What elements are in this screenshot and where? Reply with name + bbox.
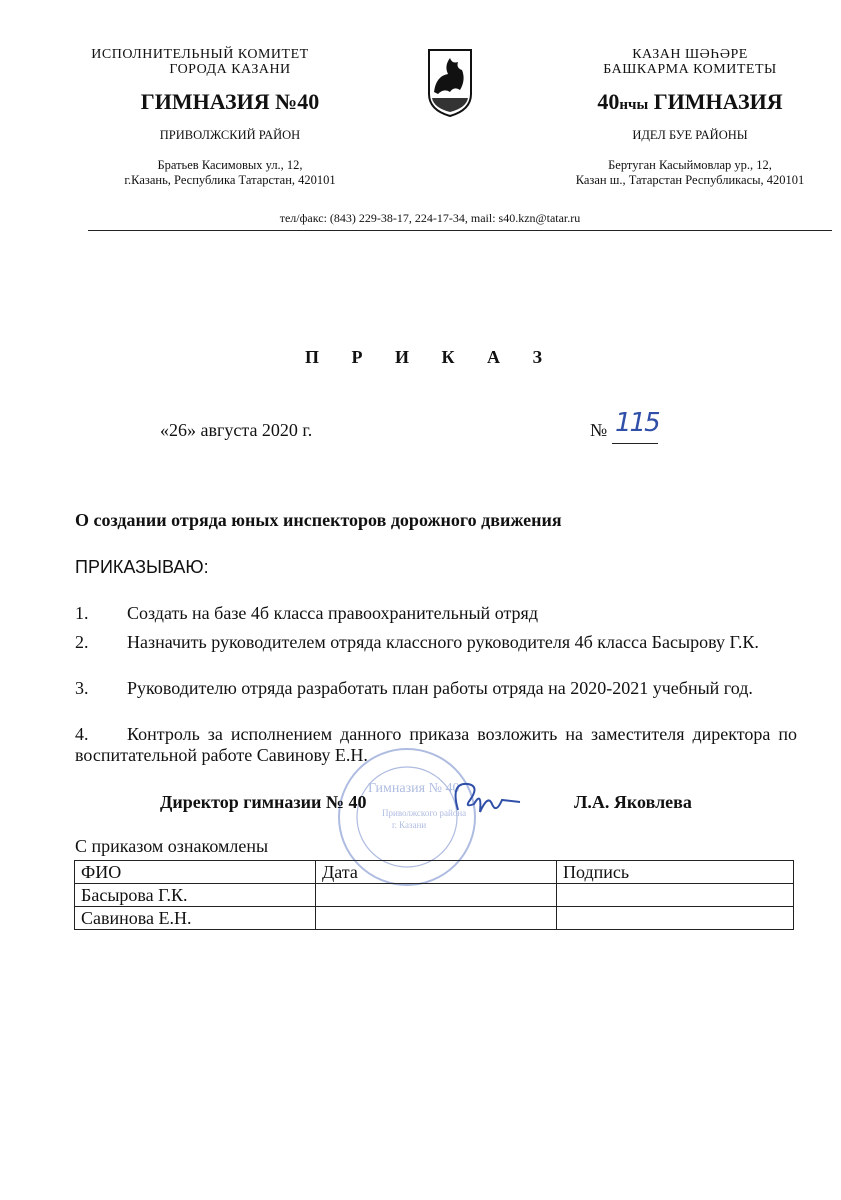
acquaintance-table: [74, 860, 794, 930]
order-date: «26» августа 2020 г.: [160, 420, 313, 440]
school-name-ru: ГИМНАЗИЯ №40: [140, 89, 320, 114]
header-divider: [88, 230, 832, 231]
document-title: П Р И К А З: [304, 347, 557, 367]
item-text: Создать на базе 4б класса правоохранительный отряд: [127, 603, 538, 623]
contacts: тел/факс: (843) 229-38-17, 224-17-34, mail: s40.kzn@tatar.ru: [279, 211, 581, 225]
address2-ru: г.Казань, Республика Татарстан, 420101: [124, 173, 336, 187]
kazan-coat-of-arms-icon: [426, 46, 474, 118]
svg-text:Приволжского района: Приволжского района: [382, 808, 467, 818]
cell-date: [316, 884, 557, 907]
cell-date: [316, 907, 557, 930]
school-suffix-tt: нчы: [619, 97, 649, 113]
order-subject: О создании отряда юных инспекторов дорожного движения: [75, 510, 562, 530]
district-tt: ИДЕЛ БУЕ РАЙОНЫ: [632, 128, 748, 142]
item-text: Назначить руководителем отряда классного руководителя 4б класса Басырову Г.К.: [127, 632, 759, 652]
order-item-3: [75, 678, 797, 699]
cell-name: Басырова Г.К.: [75, 884, 316, 907]
director-name: Л.А. Яковлева: [574, 792, 692, 812]
cell-signature: [557, 884, 794, 907]
order-number-underline: [612, 443, 658, 444]
address1-ru: Братьев Касимовых ул., 12,: [157, 158, 303, 172]
issuer-line1-ru: ИСПОЛНИТЕЛЬНЫЙ КОМИТЕТ: [91, 47, 309, 62]
table-row: [75, 884, 794, 907]
director-signature: [440, 770, 530, 830]
column-header-name: ФИО: [75, 861, 316, 884]
issuer-line1-tt: КАЗАН ШӘҺӘРЕ: [632, 47, 748, 62]
item-number: 2.: [75, 632, 89, 652]
column-header-signature: Подпись: [557, 861, 794, 884]
column-header-date: Дата: [316, 861, 557, 884]
order-word: ПРИКАЗЫВАЮ:: [75, 557, 209, 577]
school-number-tt: 40: [597, 89, 620, 114]
item-number: 4.: [75, 724, 89, 744]
svg-text:Гимназия № 40: Гимназия № 40: [368, 781, 460, 796]
cell-signature: [557, 907, 794, 930]
district-ru: ПРИВОЛЖСКИЙ РАЙОН: [159, 128, 301, 142]
table-row: [75, 907, 794, 930]
cell-name: Савинова Е.Н.: [75, 907, 316, 930]
issuer-line2-ru: ГОРОДА КАЗАНИ: [169, 62, 291, 77]
school-word-tt: ГИМНАЗИЯ: [648, 89, 783, 114]
table-header-row: [75, 861, 794, 884]
svg-text:г. Казани: г. Казани: [392, 820, 427, 830]
item-number: 3.: [75, 678, 89, 698]
order-item-1: [75, 603, 797, 624]
director-title: Директор гимназии № 40: [160, 792, 367, 812]
address1-tt: Бертуган Касыймовлар ур., 12,: [608, 158, 772, 172]
acquainted-label: С приказом ознакомлены: [75, 836, 269, 856]
item-text: Руководителю отряда разработать план работы отряда на 2020-2021 учебный год.: [127, 678, 753, 698]
order-number-handwritten: 115: [615, 408, 659, 438]
address2-tt: Казан ш., Татарстан Республикасы, 420101: [575, 173, 805, 187]
item-text: Контроль за исполнением данного приказа возложить на заместителя директора по воспитательной работе Савинову Е.Н.: [75, 724, 797, 765]
school-name-tt: [560, 89, 820, 115]
item-number: 1.: [75, 603, 89, 623]
order-item-2: [75, 632, 797, 653]
issuer-line2-tt: БАШКАРМА КОМИТЕТЫ: [603, 62, 777, 77]
order-number-label: №: [590, 420, 608, 440]
